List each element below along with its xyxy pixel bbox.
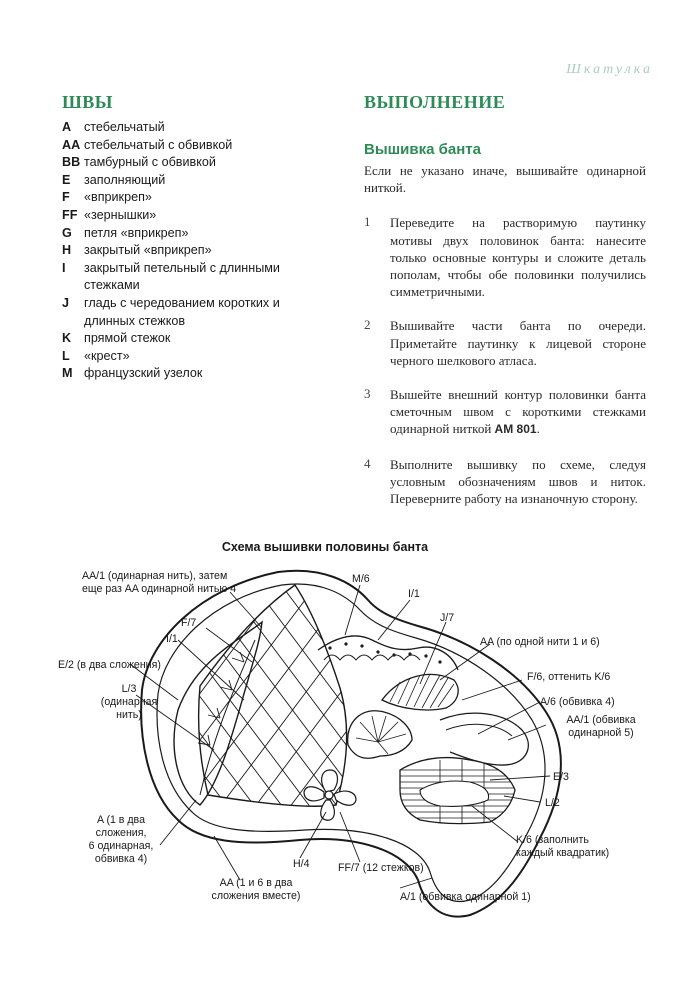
stitches-title: ШВЫ	[62, 92, 113, 112]
stitch-code: I	[62, 260, 66, 275]
label-a6: A/6 (обвивка 4)	[540, 696, 615, 708]
stitch-code: A	[62, 120, 72, 134]
step-number: 1	[364, 214, 371, 230]
stitch-name: петля «вприкреп»	[84, 225, 189, 240]
label-e3: E/3	[553, 771, 569, 783]
diagram-title: Схема вышивки половины банта	[221, 540, 429, 554]
right-loop-inner	[446, 724, 512, 736]
step-text: Переведите на растворимую паутинку мотивы двух половинок банта: нанесите только основные контуры и сложите деталь пополам, чтобы обе половинки получились симметричными.	[390, 215, 646, 300]
label-ff7: FF/7 (12 стежков)	[338, 862, 424, 874]
stitch-name: закрытый петельный с длинными стежками	[84, 260, 280, 293]
label-l3: L/3 (одинарная нить)	[100, 683, 158, 721]
label-m6: M/6	[352, 573, 370, 585]
stitch-code: G	[62, 225, 72, 240]
stitch-name: «зернышки»	[84, 207, 157, 222]
execution-subtitle: Вышивка банта	[364, 141, 481, 158]
stitch-name: гладь с чередованием коротких и длинных стежков	[84, 295, 280, 328]
step-number: 3	[364, 386, 371, 402]
stitch-name: «крест»	[84, 348, 130, 363]
label-f7: F/7	[181, 617, 197, 629]
stitch-code: J	[62, 295, 70, 310]
step-text: Выполните вышивку по схеме, следуя условным обозначениям швов и ниток. Переверните работу на изнаночную сторону.	[390, 456, 646, 507]
step-text-end: .	[536, 421, 540, 437]
stitch-code: E	[62, 172, 71, 187]
scallop-dots	[324, 655, 420, 660]
label-i1-left: I/1	[166, 633, 178, 645]
execution-title: ВЫПОЛНЕНИЕ	[364, 92, 506, 112]
stitch-name: стебельчатый с обвивкой	[84, 137, 233, 152]
label-a1-left: A (1 в два сложения, 6 одинарная, обвивка 4)	[88, 814, 154, 865]
section-tag: Шкатулка	[566, 62, 653, 77]
stitch-code: FF	[62, 207, 78, 222]
stitch-code: H	[62, 243, 72, 258]
stitch-name: закрытый «вприкреп»	[84, 243, 212, 258]
label-aa1	[82, 570, 236, 596]
label-a1-bottom: A/1 (обвивка одинарной 1)	[400, 891, 531, 903]
label-aa1-obv: AA/1 (обвивка одинарной 5)	[566, 714, 636, 739]
label-aa16: AA (1 и 6 в два сложения вместе)	[211, 877, 301, 902]
label-k6: K/6 (заполнить каждый квадратик)	[516, 834, 610, 859]
stitch-name: французский узелок	[84, 366, 203, 381]
label-aa-1-6: AA (по одной нити 1 и 6)	[480, 636, 600, 648]
stitch-code: BB	[62, 155, 81, 170]
label-l2: L/2	[545, 797, 560, 809]
stitch-name: стебельчатый	[84, 120, 165, 134]
execution-intro: Если не указано иначе, вышивайте одинарной ниткой.	[364, 163, 646, 196]
center-leaf	[348, 711, 412, 759]
striped-loop-hole	[420, 781, 489, 806]
stitch-code: L	[62, 348, 70, 363]
leaf-shape	[174, 622, 262, 805]
stitch-code: K	[62, 331, 72, 346]
step-number: 2	[364, 317, 371, 333]
label-j7: J/7	[440, 612, 455, 624]
stitch-code: M	[62, 366, 73, 381]
label-f6: F/6, оттенить K/6	[527, 671, 611, 683]
scallop-band	[318, 636, 458, 670]
stitch-code: F	[62, 190, 70, 205]
step-text: Вышивайте части банта по очереди. Приметайте паутинку к лицевой стороне черного шелкового атласа.	[390, 318, 646, 368]
step-text-main: Вышейте внешний контур половинки банта сметочным швом с короткими стежками одинарной ниткой	[390, 387, 646, 437]
stitch-name: прямой стежок	[84, 331, 171, 346]
stitch-name: заполняющий	[84, 172, 166, 187]
step-number: 4	[364, 455, 371, 471]
stitch-code: AA	[62, 137, 81, 152]
thread-code: AM 801	[494, 422, 537, 437]
lattice-grid	[50, 480, 500, 980]
stitch-name: «вприкреп»	[84, 190, 152, 205]
label-e2: E/2 (в два сложения)	[58, 659, 161, 671]
label-i1-top: I/1	[408, 588, 420, 600]
label-h4: H/4	[293, 858, 310, 870]
label-aa1-text: AA/1 (одинарная нить), затем еще раз AA одинарной нитью 4	[82, 570, 237, 595]
stitch-name: тамбурный с обвивкой	[84, 155, 216, 170]
